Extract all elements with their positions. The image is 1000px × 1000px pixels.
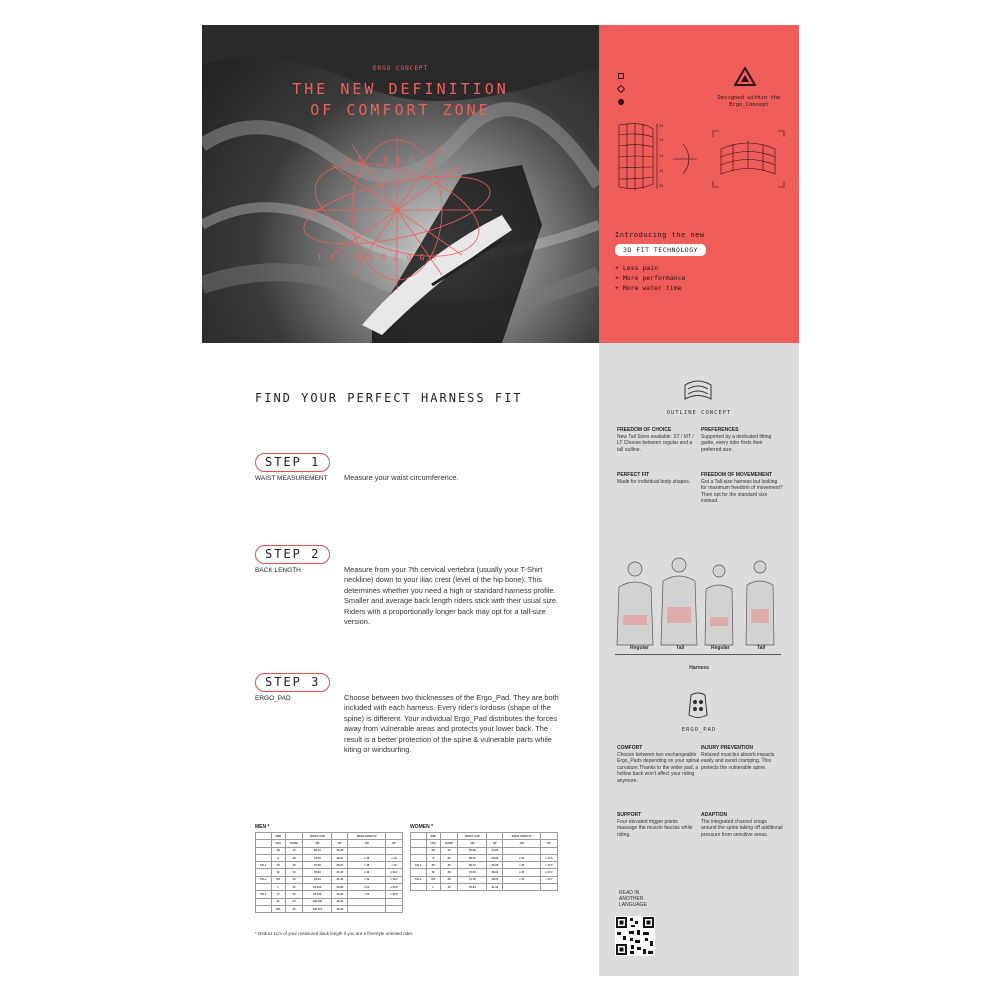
table-cell: ≤ 18 — [386, 854, 403, 861]
table-cell: 66-72 — [303, 847, 332, 854]
table-cell: USA — [426, 840, 440, 847]
table-cell — [256, 869, 272, 876]
step-label: ERGO_PAD — [255, 695, 291, 702]
table-cell: ≤ 20.5 — [386, 884, 403, 891]
hero-image — [202, 25, 599, 343]
svg-text:25: 25 — [659, 138, 664, 142]
table-cell: XXL — [271, 905, 285, 912]
table-cell: USA — [271, 840, 285, 847]
feature-perfect-fit — [617, 472, 699, 485]
table-cell — [440, 833, 457, 840]
read-line: READ IN — [619, 890, 640, 896]
table-cell — [386, 898, 403, 905]
diamond-icon — [617, 85, 625, 93]
table-cell: ≤ 45 — [503, 869, 541, 876]
table-cell: 78-84 — [303, 876, 332, 883]
table-cell — [256, 840, 272, 847]
table-cell: > 17.5 — [541, 862, 558, 869]
table-cell — [348, 905, 386, 912]
body-silhouettes — [613, 557, 785, 647]
feature-heading: INJURY PREVENTION — [701, 745, 753, 751]
table-cell: 106-114 — [303, 905, 332, 912]
table-cell — [386, 905, 403, 912]
table-cell: 78-84 — [458, 884, 487, 891]
table-cell: 33-39 — [332, 891, 348, 898]
table-cell: 28-31 — [487, 876, 503, 883]
hero-title-line2: OF COMFORT ZONE — [310, 101, 491, 119]
table-cell: LT — [271, 891, 285, 898]
table-row — [411, 869, 558, 876]
main-title: FIND YOUR PERFECT HARNESS FIT — [255, 391, 523, 405]
table-row — [256, 862, 403, 869]
table-row — [411, 854, 558, 861]
table-row — [256, 869, 403, 876]
table-cell: XS — [271, 847, 285, 854]
step-2 — [255, 545, 330, 574]
harness-label: Harness — [689, 665, 709, 671]
red-panel — [599, 25, 799, 343]
feature-heading: COMFORT — [617, 745, 643, 751]
table-cell — [541, 847, 558, 854]
benefit-item: + More performance — [615, 273, 685, 283]
table-cell — [256, 833, 272, 840]
table-cell: XS — [426, 847, 440, 854]
table-cell: > 45 — [503, 862, 541, 869]
table-cell: > 46 — [348, 862, 386, 869]
table-cell: TALL — [256, 876, 272, 883]
feature-text: Four elevated trigger points massage the muscle fascias while riding. — [617, 818, 693, 838]
grey-panel — [599, 343, 799, 976]
feature-heading: FREEDOM OF CHOICE — [617, 427, 672, 433]
table-cell: 34 — [440, 847, 457, 854]
benefit-item: + Less pain — [615, 263, 685, 273]
feature-heading: ADAPTION — [701, 812, 728, 818]
table-row — [256, 884, 403, 891]
table-cell: 36 — [440, 862, 457, 869]
table-cell — [348, 898, 386, 905]
feature-text: Got a Tall-size harness but looking for maximum freedom of movement? Then opt for the standard size instead. — [701, 478, 783, 505]
outline-concept-title: OUTLINE CONCEPT — [666, 410, 732, 416]
hero-title-line1: THE NEW DEFINITION — [292, 80, 509, 98]
benefit-list — [615, 263, 685, 293]
ion-logo-icon — [734, 67, 756, 87]
table-row — [411, 847, 558, 854]
3d-fit-badge: 3D FIT TECHNOLOGY — [615, 244, 706, 256]
step-1-text: Measure your waist circumference. — [344, 473, 459, 482]
table-cell: 72-78 — [303, 854, 332, 861]
body-label-regular: Regular — [711, 645, 730, 651]
step-2-text: Measure from your 7th cervical vertebra (usually your T-Shirt neckline) down to your iliac crest (level of the hip bone). This determines whether you need a high or standard harness profile. Smaller and average back length riders stick with their usual size. Riders with a proportionally longer back may opt for a tall-size version. — [344, 565, 559, 627]
table-row — [256, 833, 403, 840]
table-cell — [541, 884, 558, 891]
benefit-item: + More water time — [615, 283, 685, 293]
svg-text:25: 25 — [659, 124, 664, 128]
table-cell: 72-78 — [458, 876, 487, 883]
table-cell: 44 — [285, 847, 302, 854]
body-label-regular: Regular — [630, 645, 649, 651]
table-cell — [332, 833, 348, 840]
table-cell: EURO — [440, 840, 457, 847]
table-cell: WAIST / HIP — [458, 833, 487, 840]
table-cell: 26-28 — [332, 847, 348, 854]
table-cell: 100-106 — [303, 898, 332, 905]
svg-text:25: 25 — [659, 184, 664, 188]
feature-heading: FREEDOM OF MOVEMEMENT — [701, 472, 773, 478]
table-cell: IN* — [332, 840, 348, 847]
table-cell — [285, 833, 302, 840]
men-size-table — [255, 832, 403, 913]
table-cell: 46 — [285, 862, 302, 869]
dot-icon — [618, 99, 624, 105]
square-icon — [618, 73, 624, 79]
table-cell: 26-28 — [487, 854, 503, 861]
table-cell: 24-27 — [487, 847, 503, 854]
table-cell: 26-28 — [487, 862, 503, 869]
hero-title — [202, 79, 599, 121]
feature-adaption — [701, 812, 783, 838]
table-cell: ≤ 19.7 — [386, 869, 403, 876]
overlay-technology: TECHNOLOGY — [317, 253, 446, 262]
table-cell — [411, 854, 427, 861]
svg-text:25: 25 — [659, 169, 664, 173]
table-cell: 52 — [285, 891, 302, 898]
table-cell: M — [271, 869, 285, 876]
designed-text: Designed within the Ergo_Concept — [717, 95, 781, 108]
table-cell: 36 — [440, 854, 457, 861]
table-cell: MT — [426, 876, 440, 883]
table-cell: 31-33 — [487, 884, 503, 891]
feature-text: Made for individual body shapes. — [617, 478, 691, 485]
table-cell: > 20.5 — [386, 891, 403, 898]
feature-freedom-of-movement — [701, 472, 783, 505]
table-cell: L — [271, 884, 285, 891]
table-row — [256, 847, 403, 854]
step-label: BACK LENGTH — [255, 567, 301, 574]
table-cell: 46 — [285, 854, 302, 861]
table-cell: IN* — [386, 840, 403, 847]
table-cell: L — [426, 884, 440, 891]
table-row — [256, 876, 403, 883]
table-cell: 38 — [440, 876, 457, 883]
table-cell: 38 — [440, 869, 457, 876]
table-cell: M — [426, 869, 440, 876]
table-cell — [487, 833, 503, 840]
table-cell: WAIST / HIP — [303, 833, 332, 840]
table-cell: ≤ 17.5 — [541, 854, 558, 861]
table-cell: 84-100 — [303, 884, 332, 891]
table-cell: ≤ 45 — [503, 854, 541, 861]
feature-text: Choose between two exchangeable Ergo_Pads depending on your spinal curvature.Thanks to the wider pad, a hollow back won't affect your riding anymore. — [617, 751, 700, 784]
feature-support — [617, 812, 699, 838]
feature-text: New Tall Sizes available: ST / MT / LT Choose between regular and a tall outline. — [617, 433, 694, 453]
table-cell: ST — [426, 862, 440, 869]
table-cell: S — [426, 854, 440, 861]
table-cell: EURO — [285, 840, 302, 847]
table-cell: 84-100 — [303, 891, 332, 898]
intro-text: Introducing the new — [615, 231, 705, 239]
table-cell: S — [271, 854, 285, 861]
table-cell: SIZE — [271, 833, 285, 840]
table-cell: 72-78 — [458, 869, 487, 876]
table-cell: CM — [503, 840, 541, 847]
table-cell: BACK LENGTH* — [348, 833, 386, 840]
feature-text: Relaxed muscles absorb impacts easily and avoid cramping. This protects the vulnerable spine. — [701, 751, 775, 771]
read-another-language[interactable] — [619, 890, 647, 908]
table-row — [411, 862, 558, 869]
feature-heading: PERFECT FIT — [617, 472, 650, 478]
table-row — [256, 905, 403, 912]
table-cell: 40 — [440, 884, 457, 891]
table-cell — [348, 847, 386, 854]
table-cell: 72-78 — [303, 862, 332, 869]
table-cell: ≤ 49 — [348, 869, 386, 876]
table-cell: > 52 — [348, 891, 386, 898]
table-cell: IN* — [541, 840, 558, 847]
table-cell: CM — [458, 840, 487, 847]
table-cell: CM — [303, 840, 332, 847]
table-cell: MT — [271, 876, 285, 883]
table-row — [256, 898, 403, 905]
table-cell: 60-66 — [458, 847, 487, 854]
rider-photo — [202, 25, 599, 343]
table-cell — [411, 884, 427, 891]
harness-divider — [615, 654, 781, 655]
table-cell — [503, 847, 541, 854]
table-cell — [386, 833, 403, 840]
body-label-tall: Tall — [676, 645, 685, 651]
table-cell: 56 — [285, 905, 302, 912]
table-cell: 66-72 — [458, 854, 487, 861]
table-cell: ST — [271, 862, 285, 869]
table-cell: 52 — [285, 884, 302, 891]
table-cell — [411, 840, 427, 847]
3d-fit-diagram — [613, 119, 788, 194]
step-3 — [255, 673, 330, 702]
table-cell: ≤ 52 — [348, 884, 386, 891]
table-row — [411, 833, 558, 840]
table-row — [256, 854, 403, 861]
feature-text: The integrated channel snugs around the spine taking off additional pressure from sensitive areas. — [701, 818, 783, 838]
women-table-title: WOMEN * — [410, 824, 434, 830]
table-cell: 28-31 — [332, 862, 348, 869]
read-line: ANOTHER — [619, 896, 644, 902]
body-label-tall: Tall — [757, 645, 766, 651]
men-table-title: MEN * — [255, 824, 270, 830]
table-cell: 78-84 — [303, 869, 332, 876]
step-3-text: Choose between two thicknesses of the Ergo_Pad. They are both included with each harness. Every rider's lordosis (shape of the spine) is different. Your individual Ergo_Pad distributes the forces away from vulnerable areas and protects your lower back. The result is a better protection of the spine & vulnerable parts while kiting or windsurfing. — [344, 693, 559, 755]
footnote: * Deduct 1cm of your measured back length if you are a freestyle oriented rider. — [255, 931, 414, 936]
table-cell — [256, 847, 272, 854]
feature-comfort — [617, 745, 699, 785]
feature-freedom-of-choice — [617, 427, 699, 453]
feature-text: Supported by a dedicated fitting guide, every rider finds their preferred size. — [701, 433, 772, 453]
table-cell: BACK LENGTH* — [503, 833, 541, 840]
step-1 — [255, 453, 330, 482]
women-size-table — [410, 832, 558, 891]
table-cell: > 18 — [386, 862, 403, 869]
table-cell: 66-72 — [458, 862, 487, 869]
table-cell — [256, 854, 272, 861]
table-cell — [256, 898, 272, 905]
table-cell: SIZE — [426, 833, 440, 840]
table-cell — [411, 869, 427, 876]
table-cell: CM — [348, 840, 386, 847]
table-cell — [256, 884, 272, 891]
table-cell — [411, 833, 427, 840]
svg-text:15: 15 — [659, 154, 664, 158]
feature-injury-prevention — [701, 745, 783, 771]
table-cell: TALL — [256, 862, 272, 869]
overlay-3d-fit: 3D FIT — [345, 156, 422, 165]
table-cell — [541, 833, 558, 840]
table-cell: 31-33 — [332, 869, 348, 876]
table-cell — [411, 847, 427, 854]
table-row — [411, 884, 558, 891]
table-cell: 50 — [285, 869, 302, 876]
table-row — [256, 891, 403, 898]
table-cell: > 50 — [348, 876, 386, 883]
ergo-pad-icon — [683, 691, 713, 721]
table-cell: ≤ 46 — [348, 854, 386, 861]
step-label: WAIST MEASUREMENT — [255, 475, 328, 482]
table-cell: 42-45 — [332, 905, 348, 912]
table-cell: TALL — [256, 891, 272, 898]
table-cell: > 45 — [503, 876, 541, 883]
feature-heading: SUPPORT — [617, 812, 642, 818]
table-cell: > 17.7 — [541, 876, 558, 883]
table-cell — [256, 905, 272, 912]
table-cell: TALL — [411, 876, 427, 883]
table-cell: TALL — [411, 862, 427, 869]
ergo-pad-title: ERGO_PAD — [681, 727, 717, 733]
hero-kicker: ERGO CONCEPT — [372, 65, 429, 72]
feature-heading: PREFERENCES — [701, 427, 739, 433]
spec-sheet — [202, 25, 799, 976]
table-cell: ≤ 17.7 — [541, 869, 558, 876]
table-cell — [503, 884, 541, 891]
table-cell: 50 — [285, 876, 302, 883]
table-cell: 28-31 — [332, 854, 348, 861]
table-cell — [386, 847, 403, 854]
table-cell: 54 — [285, 898, 302, 905]
table-cell: 39-42 — [332, 898, 348, 905]
table-cell: > 19.7 — [386, 876, 403, 883]
table-cell: 28-31 — [487, 869, 503, 876]
step-pill: STEP 3 — [255, 673, 330, 692]
table-row — [411, 876, 558, 883]
qr-code-icon[interactable] — [615, 916, 655, 956]
table-cell: XL — [271, 898, 285, 905]
table-row — [256, 840, 403, 847]
step-pill: STEP 1 — [255, 453, 330, 472]
step-pill: STEP 2 — [255, 545, 330, 564]
table-cell: IN* — [487, 840, 503, 847]
feature-preferences — [701, 427, 783, 453]
table-row — [411, 840, 558, 847]
feature-mini-icons — [618, 73, 628, 112]
outline-harness-icon — [683, 377, 713, 405]
table-cell: 33-39 — [332, 884, 348, 891]
table-cell: 31-33 — [332, 876, 348, 883]
read-line: LANGUAGE — [619, 902, 647, 908]
